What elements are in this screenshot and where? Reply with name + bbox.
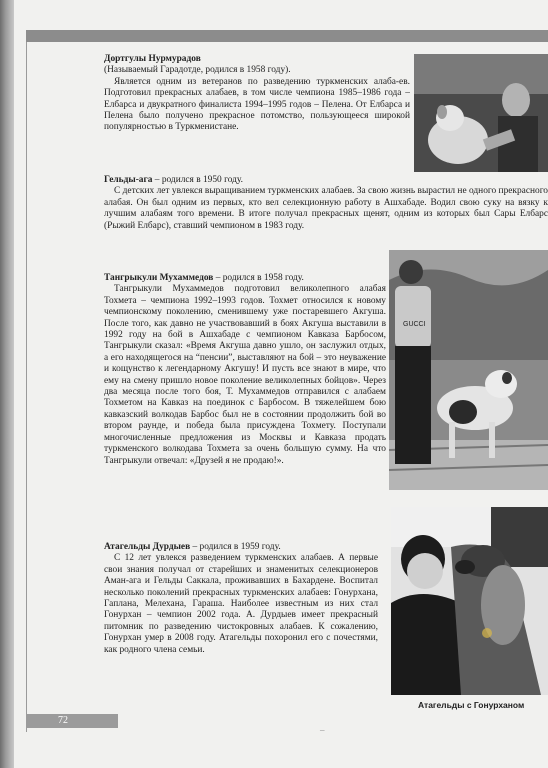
section-mukhammedov [104, 273, 386, 467]
photo-mukhammedov-with-dog [389, 250, 548, 490]
birth-note: – родился в 1958 году. [213, 273, 304, 283]
paragraph: С детских лет увлекся выращиванием туркменских алабаев. За свою жизнь вырастил не одного прекрасного алабая. Он был одним из первых, кто вел селекционную работу в Ашхабаде. Водил свою суку на вязку к лучшим алабаям того времени. В итоге получал прекрасных щенят, одним из которых был Сары Елбарс (Рыжий Елбарс), ставший чемпионом в 1983 году. [104, 186, 548, 231]
paragraph: Является одним из ветеранов по разведению туркменских алаба-ев. Подготовил прекрасных алабаев, в том числе чемпиона 1985–1986 года – Елбарса и двукратного финалиста 1994–1995 годов – Пелена. От Елбарса и Пелена было получено прекрасное потомство, пользующееся широкой популярностью в Туркменистане. [104, 76, 410, 133]
paragraph: (Называемый Гарадотде, родился в 1958 году). [104, 65, 291, 76]
paragraph: Тангрыкули Мухаммедов подготовил великолепного алабая Тохмета – чемпиона 1992–1993 годов. Тохмет относился к новому чемпионскому поколению, сменившему уже постаревшего Акгуша. После того, как давно не участвовавший в боях Акгуша выставили в 1992 году на бой в Ашхабаде с чемпионом Кавказа Барбосом, Тангрыкули сказал: «Время Акгуша давно ушло, он заслужил отдых, а его находящегося на “пенсии”, выставляют на бой – это неуважение и кощунство к легендарному Акгушу! И пусть все знают в мире, что ему на смену пришло новое поколение великолепных бойцов». Через два месяца после того боя, Т. Мухаммедов отправился с алабаем Тохметом на Кавказ на поединок с Барбосом. В тяжелейшем бою кавказский волкодав Барбос был не в состоянии продолжить бой во втором раунде, и победа была присуждена Тохмету. Поступали многочисленные предложения из Москвы и Кавказа продать туркменского волкодава Тохмета за очень большую сумму. На что Тангрыкули отвечал: «Друзей я не продаю!». [104, 284, 386, 466]
person-name: Атагельды Дурдыев [104, 542, 191, 552]
margin-rule [26, 42, 27, 732]
person-name: Гельды-ага [104, 175, 153, 185]
page-number: 72 [58, 715, 68, 726]
section-durdyev [104, 542, 378, 656]
section-geldy-aga [104, 175, 548, 232]
birth-note: – родился в 1950 году. [152, 175, 243, 185]
photo-caption: Атагельды с Гонурханом [418, 700, 525, 710]
birth-note: – родился в 1959 году. [190, 542, 281, 552]
shirt-print: GUCCI [403, 321, 426, 328]
photo-nurmuradov-with-dog [414, 54, 548, 172]
footer-mark: – [320, 725, 325, 735]
section-nurmuradov [104, 54, 410, 134]
photo-durdyev-with-gonurkhan [391, 507, 548, 695]
header-bar [26, 30, 548, 42]
book-spine-shadow [0, 0, 14, 768]
paragraph: С 12 лет увлекся разведением туркменских алабаев. А первые свои знания получал от старейших и знаменитых селекционеров Аман-ага и Гельды Саккала, проживавших в Бахардене. Воспитал несколько поколений прекрасных туркменских алабаев: Гонурхана, Гаплана, Мелехана, Гараша. Наиболее известным из них стал Гонурхан – чемпион 2002 года. А. Дурдыев имеет прекрасный питомник по разведению чистокровных алабаев. К сожалению, Гонурхан умер в 2008 году. Атагельды похоронил его с почестями, как родного члена семьи. [104, 553, 378, 655]
person-name: Тангрыкули Мухаммедов [104, 273, 214, 283]
person-name: Дортгулы Нурмурадов [104, 54, 201, 64]
